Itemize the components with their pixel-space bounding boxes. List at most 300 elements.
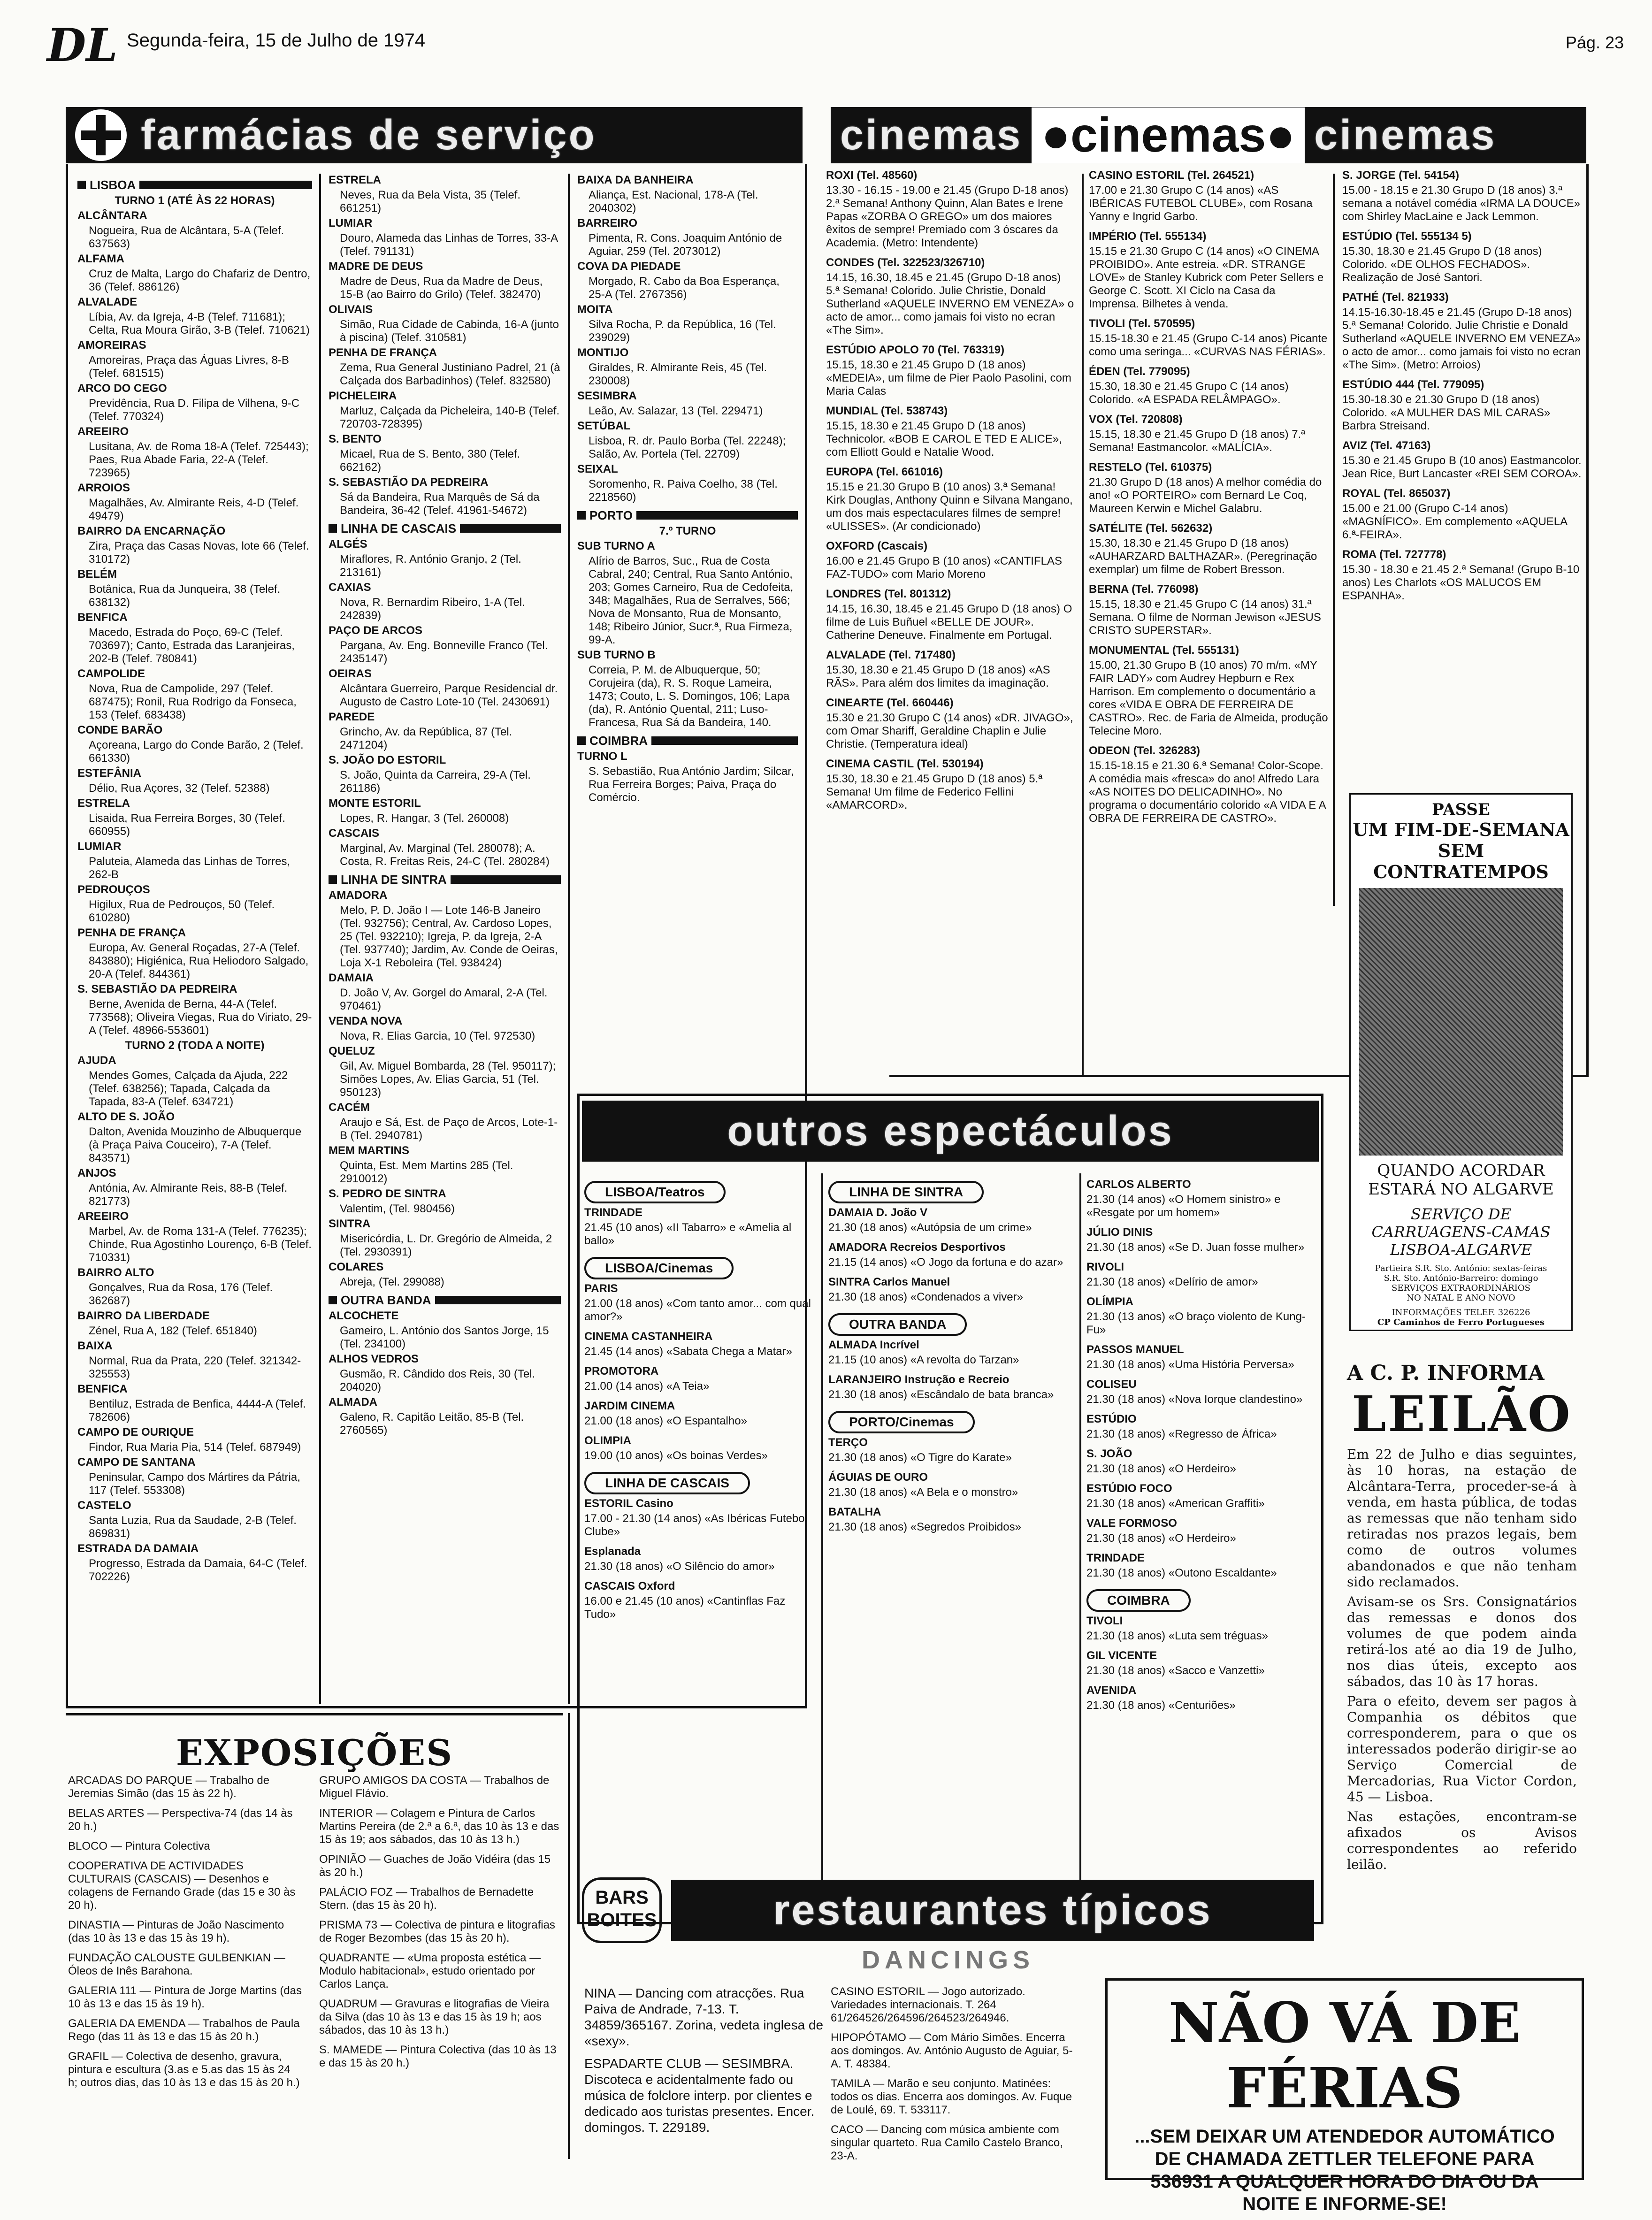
cinema-name: ESTÚDIO (Tel. 555134 5)	[1342, 230, 1472, 243]
restaurantes-column-2	[831, 1985, 1075, 2192]
district-name: CAMPOLIDE	[77, 667, 145, 680]
column-divider	[821, 1173, 823, 1906]
district-name: CASCAIS	[329, 827, 380, 840]
restaurantes-title: restaurantes típicos	[773, 1886, 1212, 1934]
turno-heading: 7.º TURNO	[659, 525, 716, 537]
district-name: ANJOS	[77, 1167, 116, 1179]
venue-details: 17.00 - 21.30 (14 anos) «As Ibéricas Futebol Clube»	[584, 1512, 807, 1538]
ad-photo-woman-sleeping	[1359, 888, 1563, 1156]
section-rule	[460, 524, 561, 533]
exhibition-entry: ARCADAS DO PARQUE — Trabalho de Jeremias Simão (das 15 às 22 h).	[68, 1774, 270, 1800]
ad-caption: QUANDO ACORDAR	[1377, 1161, 1545, 1180]
cinema-details: 15.15, 18.30 e 21.45 Grupo D (18 anos) «MEDEIA», um filme de Pier Paolo Pasolini, com Maria Calas	[826, 359, 1071, 398]
district-name: ESTEFÂNIA	[77, 767, 142, 780]
venue-details: 21.00 (18 anos) «Com tanto amor... com qual amor?»	[584, 1297, 811, 1323]
pharmacy-entry: Mendes Gomes, Calçada da Ajuda, 222 (Telef. 638256); Tapada, Calçada da Tapada, 83-A (Telef. 634721)	[89, 1069, 288, 1108]
pharmacy-entry: Santa Luzia, Rua da Saudade, 2-B (Telef. 869831)	[89, 1514, 297, 1540]
pharmacy-entry: Araujo e Sá, Est. de Paço de Arcos, Lote-1-B (Tel. 2940781)	[340, 1116, 558, 1142]
leilao-title: LEILÃO	[1352, 1385, 1572, 1443]
section-rule	[636, 511, 798, 520]
venue-details: 21.30 (18 anos) «O Silêncio do amor»	[584, 1560, 775, 1573]
district-name: TURNO L	[577, 750, 627, 763]
venue-name: AVENIDA	[1086, 1684, 1137, 1697]
district-name: QUELUZ	[329, 1045, 375, 1057]
ad-title: UM FIM-DE-SEMANA	[1353, 819, 1569, 840]
page-header	[47, 14, 1624, 75]
venue-name: OLIMPIA	[584, 1434, 631, 1447]
pharmacy-entry: Giraldes, R. Almirante Reis, 45 (Tel. 230008)	[589, 361, 767, 387]
cinema-name: CASINO ESTORIL (Tel. 264521)	[1089, 169, 1254, 182]
district-name: ALFAMA	[77, 253, 124, 265]
cinema-name: EUROPA (Tel. 661016)	[826, 466, 943, 478]
ad-title: SEM CONTRATEMPOS	[1373, 840, 1549, 882]
district-name: ALMADA	[329, 1396, 377, 1409]
section-heading-label: PORTO	[589, 508, 633, 522]
cinema-details: 15.30, 18.30 e 21.45 Grupo C (14 anos) Colorido. «A ESPADA RELÂMPAGO».	[1089, 380, 1289, 406]
cinema-name: IMPÉRIO (Tel. 555134)	[1089, 230, 1207, 243]
venue-details: 21.30 (18 anos) «Centuriões»	[1086, 1699, 1236, 1712]
nao-va-text: ...SEM DEIXAR UM ATENDEDOR AUTOMÁTICO DE CHAMADA ZETTLER TELEFONE PARA 536931 A QUALQUER HORA DO DIA OU DA NOITE E INFORME-SE!	[1134, 2126, 1555, 2214]
pharmacy-entry: Soromenho, R. Paiva Coelho, 38 (Tel. 2218560)	[589, 478, 778, 504]
ad-service: LISBOA-ALGARVE	[1390, 1241, 1532, 1259]
cinema-details: 15.00 e 21.00 (Grupo C-14 anos) «MAGNÍFICO». Em complemento «AQUELA 6.ª-FEIRA».	[1342, 502, 1567, 541]
pill-lisboa-cinemas: LISBOA/Cinemas	[584, 1257, 734, 1279]
exhibition-entry: INTERIOR — Colagem e Pintura de Carlos Martins Pereira (de 2.ª a 6.ª, das 10 às 13 e das 15 às 19; aos sábados, das 10 às 13 h.)	[319, 1807, 559, 1846]
restaurantes-banner	[671, 1880, 1314, 1941]
pharmacy-entry: Gonçalves, Rua da Rosa, 176 (Telef. 362687)	[89, 1281, 273, 1307]
district-name: S. PEDRO DE SINTRA	[329, 1187, 446, 1200]
venue-details: 21.30 (18 anos) «Luta sem tréguas»	[1086, 1630, 1268, 1642]
venue-details: 21.00 (14 anos) «A Teia»	[584, 1380, 710, 1393]
exposicoes-column-2	[319, 1774, 563, 2159]
cinemas-column-3	[1342, 169, 1582, 779]
pharmacy-entry: Abreja, (Tel. 299088)	[340, 1276, 444, 1288]
venue-name: CASCAIS Oxford	[584, 1580, 675, 1592]
venue-details: 21.30 (18 anos) «Nova Iorque clandestino»	[1086, 1393, 1303, 1406]
district-name: COLARES	[329, 1261, 384, 1273]
cinema-name: ESTÚDIO APOLO 70 (Tel. 763319)	[826, 344, 1005, 356]
district-name: BENFICA	[77, 611, 128, 624]
district-name: COVA DA PIEDADE	[577, 260, 681, 273]
exposicoes-rule	[66, 1713, 563, 1730]
cinema-name: VOX (Tel. 720808)	[1089, 413, 1183, 426]
district-name: MONTIJO	[577, 346, 629, 359]
district-name: S. SEBASTIÃO DA PEDREIRA	[77, 983, 237, 995]
cinema-details: 14.15, 16.30, 18.45 e 21.45 (Grupo D-18 anos) 5.ª Semana! Colorido. Julie Christie, Donald Sutherland «AQUELE INVERNO EM VENEZA» o acto de amor... como jamais foi visto no ecran «The Sim».	[826, 271, 1074, 337]
pharmacy-entry: Misericórdia, L. Dr. Gregório de Almeida, 2 (Tel. 2930391)	[340, 1232, 552, 1258]
district-name: CAMPO DE SANTANA	[77, 1456, 196, 1469]
venue-details: 21.30 (18 anos) «Regresso de África»	[1086, 1428, 1277, 1440]
cinema-name: MONUMENTAL (Tel. 555131)	[1089, 644, 1239, 657]
cinema-details: 15.15-18.30 e 21.45 (Grupo C-14 anos) Picante como uma seringa... «CURVAS NAS FÉRIAS».	[1089, 332, 1328, 358]
cinema-name: ODEON (Tel. 326283)	[1089, 744, 1200, 757]
district-name: AREEIRO	[77, 425, 129, 438]
section-rule	[451, 875, 561, 884]
district-name: ESTRELA	[77, 797, 130, 810]
cinema-name: OXFORD (Cascais)	[826, 540, 928, 552]
cinema-details: 15.30-18.30 e 21.30 Grupo D (18 anos) Colorido. «A MULHER DAS MIL CARAS» Barbra Streisand.	[1342, 393, 1551, 432]
district-name: AJUDA	[77, 1054, 116, 1067]
venue-details: 21.30 (13 anos) «O braço violento de Kung-Fu»	[1086, 1310, 1306, 1336]
venue-details: 21.30 (18 anos) «Segredos Proibidos»	[828, 1521, 1021, 1533]
cinema-details: 13.30 - 16.15 - 19.00 e 21.45 (Grupo D-18 anos) 2.ª Semana! Anthony Quinn, Alan Bates e Irene Papas «ZORBA O GREGO» um dos maiores êxitos de sempre! Premiado com 3 óscares da Academia. (Metro: Intendente)	[826, 184, 1069, 249]
cinema-details: 15.30, 18.30 e 21.45 Grupo D (18 anos) Colorido. «DE OLHOS FECHADOS». Realização de José Santori.	[1342, 245, 1542, 284]
venue-name: JARDIM CINEMA	[584, 1400, 675, 1412]
section-heading-label: OUTRA BANDA	[341, 1293, 431, 1307]
cinema-name: RESTELO (Tel. 610375)	[1089, 461, 1212, 474]
pharmacy-entry: Paluteia, Alameda das Linhas de Torres, 262-B	[89, 855, 291, 881]
pharmacy-entry: Micael, Rua de S. Bento, 380 (Telef. 662162)	[340, 448, 520, 474]
district-name: LUMIAR	[329, 217, 373, 230]
venue-name: PROMOTORA	[584, 1365, 659, 1378]
pharmacy-entry: Magalhães, Av. Almirante Reis, 4-D (Telef. 49479)	[89, 497, 299, 522]
pharmacy-entry: Progresso, Estrada da Damaia, 64-C (Telef. 702226)	[89, 1557, 307, 1583]
cinema-name: BERNA (Tel. 776098)	[1089, 583, 1199, 596]
leilao-paragraph: Avisam-se os Srs. Consignatários das remessas e donos dos volumes de que podem ainda retirá-los até ao dia 19 de Julho, nos dias úteis, excepto aos sábados, das 10 às 17 horas.	[1347, 1594, 1577, 1689]
venue-name: RIVOLI	[1086, 1261, 1124, 1273]
cinema-details: 16.00 e 21.45 Grupo B (10 anos) «CANTIFLAS FAZ-TUDO» com Mario Moreno	[826, 555, 1062, 581]
dancings-label: DANCINGS	[861, 1946, 1034, 1974]
cinema-name: ROMA (Tel. 727778)	[1342, 548, 1446, 561]
pharmacy-entry: D. João V, Av. Gorgel do Amaral, 2-A (Tel. 970461)	[340, 987, 548, 1012]
district-name: ESTRADA DA DAMAIA	[77, 1542, 199, 1555]
district-name: CASTELO	[77, 1499, 131, 1512]
nao-va-title: NÃO VÁ DE FÉRIAS	[1168, 1990, 1521, 2120]
venue-details: 21.45 (10 anos) «II Tabarro» e «Amelia al ballo»	[584, 1221, 792, 1247]
pharmacy-entry: Lisaida, Rua Ferreira Borges, 30 (Telef. 660955)	[89, 812, 285, 838]
cinema-details: 15.15, 18.30 e 21.45 Grupo D (18 anos) 7.ª Semana! Eastmancolor. «MALÍCIA».	[1089, 428, 1306, 454]
cinema-name: SATÉLITE (Tel. 562632)	[1089, 522, 1213, 535]
section-heading	[329, 873, 561, 886]
outros-column-1	[584, 1178, 819, 1910]
section-rule	[139, 181, 312, 189]
pharmacy-entry: Pimenta, R. Cons. Joaquim António de Aguiar, 259 (Tel. 2073012)	[589, 232, 782, 258]
pharmacy-entry: Silva Rocha, P. da República, 16 (Tel. 239029)	[589, 318, 776, 344]
district-name: S. JOÃO DO ESTORIL	[329, 754, 446, 766]
section-heading	[77, 178, 312, 191]
venue-details: 21.30 (18 anos) «Escândalo de bata branca»	[828, 1388, 1054, 1401]
venue-details: 21.15 (14 anos) «O Jogo da fortuna e do azar»	[828, 1256, 1063, 1269]
leilao-paragraph: Para o efeito, devem ser pagos à Companhia os débitos que corresponderem, para o que os interessados poderão dirigir-se ao Serviço Comercial de Mercadorias, Rua Victor Cordon, 45 — Lisboa.	[1347, 1693, 1577, 1805]
column-divider	[1333, 174, 1335, 906]
pharmacy-entry: Berne, Avenida de Berna, 44-A (Telef. 773568); Oliveira Viegas, Rua do Viriato, 29-A (Telef. 48966-553601)	[89, 998, 312, 1037]
venue-name: CINEMA CASTANHEIRA	[584, 1330, 713, 1343]
cinema-details: 15.00, 21.30 Grupo B (10 anos) 70 m/m. «MY FAIR LADY» com Audrey Hepburn e Rex Harrison. Em complemento o documentário a cores «VIDA E OBRA DE FERREIRA DE CASTRO». Rec. de Faria de Almeida, produção Telecine Moro.	[1089, 659, 1328, 737]
venue-name: BATALHA	[828, 1506, 881, 1518]
farmacias-column-2	[329, 174, 561, 1704]
exhibition-entry: COOPERATIVA DE ACTIVIDADES CULTURAIS (CASCAIS) — Desenhos e colagens de Fernando Grade (das 15 e 30 às 20 h).	[68, 1860, 296, 1912]
cinema-name: ROXI (Tel. 48560)	[826, 169, 918, 182]
farmacias-banner	[66, 107, 803, 163]
district-name: CACÉM	[329, 1101, 370, 1114]
district-name: BARREIRO	[577, 217, 638, 230]
venue-name: OLÍMPIA	[1086, 1295, 1133, 1308]
district-name: MOITA	[577, 303, 613, 316]
district-name: PAREDE	[329, 711, 375, 723]
ad-line: NO NATAL E ANO NOVO	[1407, 1293, 1515, 1303]
district-name: ALGÉS	[329, 538, 367, 551]
pharmacy-entry: Nova, R. Elias Garcia, 10 (Tel. 972530)	[340, 1030, 535, 1042]
pharmacy-entry: S. João, Quinta da Carreira, 29-A (Tel. 261186)	[340, 769, 531, 795]
cinema-name: S. JORGE (Tel. 54154)	[1342, 169, 1459, 182]
pharmacy-entry: Açoreana, Largo do Conde Barão, 2 (Telef. 661330)	[89, 739, 304, 765]
district-name: CONDE BARÃO	[77, 724, 163, 736]
pharmacy-entry: Antónia, Av. Almirante Reis, 88-B (Telef. 821773)	[89, 1182, 288, 1208]
pharmacy-entry: Alírio de Barros, Suc., Rua de Costa Cabral, 240; Central, Rua Santo António, 203; Gomes Carneiro, Rua de Cedofeita, 348; Magalhães, Rua de Serralves, 566; Nova de Monsanto, Rua de Monsanto, 148; Ribeiro Júnior, Sucr.ª, Rua Firmeza, 99-A.	[589, 555, 794, 646]
outros-column-3	[1086, 1178, 1314, 1910]
exhibition-entry: GRUPO AMIGOS DA COSTA — Trabalhos de Miguel Flávio.	[319, 1774, 550, 1800]
venue-details: 19.00 (10 anos) «Os boinas Verdes»	[584, 1449, 768, 1462]
venue-details: 16.00 e 21.45 (10 anos) «Cantinflas Faz Tudo»	[584, 1595, 786, 1621]
district-name: SUB TURNO A	[577, 540, 655, 552]
cinema-name: MUNDIAL (Tel. 538743)	[826, 405, 948, 417]
section-rule	[435, 1296, 561, 1304]
restaurantes-column-1	[584, 1985, 824, 2192]
venue-name: TERÇO	[828, 1436, 868, 1449]
leilao-paragraph: Em 22 de Julho e dias seguintes, às 10 horas, na estação de Alcântara-Terra, proceder-se-á à venda, em hasta pública, de todas as remessas que não tenham sido retiradas nos prazos legais, bem como de outros volumes abandonados e que não tenham sido reclamados.	[1347, 1447, 1577, 1590]
cinema-details: 21.30 Grupo D (18 anos) A melhor comédia do ano! «O PORTEIRO» com Bernard Le Coq, Maureen Kerwin e Michel Galabru.	[1089, 476, 1322, 515]
venue-name: S. JOÃO	[1086, 1447, 1132, 1460]
pharmacy-entry: Lisboa, R. dr. Paulo Borba (Tel. 22248); Salão, Av. Portela (Tel. 22709)	[589, 435, 786, 460]
pharmacy-entry: Marginal, Av. Marginal (Tel. 280078); A. Costa, R. Freitas Reis, 24-C (Tel. 280284)	[340, 842, 550, 868]
pharmacy-entry: Gil, Av. Miguel Bombarda, 28 (Tel. 950117); Simões Lopes, Av. Elias Garcia, 51 (Tel. 950123)	[340, 1060, 556, 1099]
venue-name: TIVOLI	[1086, 1615, 1123, 1627]
pharmacy-entry: Nova, R. Bernardim Ribeiro, 1-A (Tel. 242839)	[340, 596, 525, 622]
district-name: AMADORA	[329, 889, 388, 902]
cinema-name: CINEARTE (Tel. 660446)	[826, 697, 954, 709]
district-name: ALCÂNTARA	[77, 209, 147, 222]
district-name: OEIRAS	[329, 667, 372, 680]
venue-name: COLISEU	[1086, 1378, 1137, 1391]
newspaper-logo: DL	[47, 19, 118, 72]
ad-title: PASSE	[1432, 800, 1490, 819]
venue-name: CARLOS ALBERTO	[1086, 1178, 1191, 1191]
pharmacy-entry: Normal, Rua da Prata, 220 (Telef. 321342-325553)	[89, 1355, 301, 1380]
district-name: SESIMBRA	[577, 390, 637, 402]
cinema-name: ROYAL (Tel. 865037)	[1342, 487, 1451, 500]
district-name: ALVALADE	[77, 296, 138, 308]
section-heading	[577, 509, 798, 522]
exhibition-entry: GALERIA 111 — Pintura de Jorge Martins (das 10 às 13 e das 15 às 19 h).	[68, 1984, 302, 2010]
venue-name: ESTÚDIO	[1086, 1413, 1137, 1425]
district-name: ARROIOS	[77, 482, 130, 494]
pharmacy-entry: Grincho, Av. da República, 87 (Tel. 2471204)	[340, 726, 512, 751]
cinema-details: 15.30 e 21.45 Grupo B (10 anos) Eastmancolor. Jean Rice, Burt Lancaster «REI SEM COROA».	[1342, 454, 1582, 480]
exhibition-entry: GALERIA DA EMENDA — Trabalhos de Paula Rego (das 11 às 13 e das 15 às 20 h.)	[68, 2017, 300, 2043]
cinemas-banner	[831, 107, 1586, 163]
district-name: LUMIAR	[77, 840, 122, 853]
exhibition-entry: DINASTIA — Pinturas de João Nascimento (das 10 às 13 e das 15 às 19 h).	[68, 1919, 284, 1944]
pharmacy-entry: Zénel, Rua A, 182 (Telef. 651840)	[89, 1324, 257, 1337]
ad-line: Partieira S.R. Sto. António: sextas-feiras	[1375, 1263, 1547, 1273]
pill-coimbra: COIMBRA	[1086, 1589, 1191, 1612]
district-name: SEIXAL	[577, 463, 618, 475]
cinema-details: 17.00 e 21.30 Grupo C (14 anos) «AS IBÉRICAS FUTEBOL CLUBE», com Rosana Yanny e Ingrid Garbo.	[1089, 184, 1313, 223]
pharmacy-entry: Zema, Rua General Justiniano Padrel, 21 (à Calçada dos Barbadinhos) (Telef. 832580)	[340, 361, 560, 387]
pharmacy-entry: Previdência, Rua D. Filipa de Vilhena, 9-C (Telef. 770324)	[89, 397, 300, 423]
cinema-details: 15.15 e 21.30 Grupo B (10 anos) 3.ª Semana! Kirk Douglas, Anthony Quinn e Silvana Mangano, um dos mais espectaculares filmes de sempre! «ULISSES». (Ar condicionado)	[826, 481, 1073, 533]
pharmacy-entry: Botânica, Rua da Junqueira, 38 (Telef. 638132)	[89, 583, 281, 609]
ad-line: SERVIÇOS EXTRAORDINÁRIOS	[1392, 1283, 1530, 1293]
cinema-name: CONDES (Tel. 322523/326710)	[826, 256, 985, 269]
pharmacy-entry: Madre de Deus, Rua da Madre de Deus, 15-B (ao Bairro do Grilo) (Telef. 382470)	[340, 275, 543, 301]
venue-name: SINTRA Carlos Manuel	[828, 1276, 950, 1288]
district-name: MADRE DE DEUS	[329, 260, 423, 273]
venue-details: 21.30 (18 anos) «Autópsia de um crime»	[828, 1221, 1032, 1234]
ad-service: SERVIÇO DE	[1411, 1205, 1511, 1223]
venue-details: 21.30 (18 anos) «O Herdeiro»	[1086, 1462, 1236, 1475]
venue-name: GIL VICENTE	[1086, 1649, 1157, 1662]
exhibition-entry: GRAFIL — Colectiva de desenho, gravura, pintura e escultura (3.as e 5.as das 15 às 24 h; outros dias, das 10 às 13 e das 15 às 20 h.)	[68, 2050, 300, 2089]
cp-advertisement	[1349, 793, 1573, 1331]
section-heading-label: LINHA DE CASCAIS	[341, 521, 457, 536]
venue-details: 21.30 (18 anos) «American Graffiti»	[1086, 1497, 1265, 1510]
pharmacy-entry: Dalton, Avenida Mouzinho de Albuquerque (à Praça Paiva Couceiro), 7-A (Telef. 843571)	[89, 1125, 302, 1164]
district-name: PENHA DE FRANÇA	[329, 346, 437, 359]
pill-outra-banda: OUTRA BANDA	[828, 1313, 967, 1336]
district-name: S. SEBASTIÃO DA PEDREIRA	[329, 476, 489, 489]
venue-details: 21.30 (18 anos) «Se D. Juan fosse mulher»	[1086, 1241, 1305, 1254]
ad-caption: ESTARÁ NO ALGARVE	[1368, 1180, 1554, 1199]
pharmacy-entry: Douro, Alameda das Linhas de Torres, 33-A (Telef. 791131)	[340, 232, 558, 258]
venue-name: AMADORA Recreios Desportivos	[828, 1241, 1006, 1254]
outros-banner	[582, 1101, 1319, 1162]
column-divider	[319, 174, 321, 1704]
cinema-details: 15.15-18.15 e 21.30 6.ª Semana! Color-Scope. A comédia mais «fresca» do ano! Alfredo Lara «AS NOITES DO DELICADINHO». No programa o documentário colorido «A VIDA E A OBRA DE FERREIRA DE CASTRO».	[1089, 759, 1326, 825]
cinemas-title-right: cinemas	[1314, 111, 1497, 159]
cinema-details: 15.00 - 18.15 e 21.30 Grupo D (18 anos) 3.ª semana a notável comédia «IRMA LA DOUCE» com Shirley MacLaine e Jack Lemmon.	[1342, 184, 1580, 223]
cinema-details: 15.15, 18.30 e 21.45 Grupo D (18 anos) Technicolor. «BOB E CAROL E TED E ALICE», com Elliott Gould e Natalie Wood.	[826, 420, 1062, 459]
cinema-details: 14.15, 16.30, 18.45 e 21.45 Grupo D (18 anos) O filme de Luis Buñuel «BELLE DE JOUR». Catherine Deneuve. Finalmente em Portugal.	[826, 603, 1072, 642]
exhibition-entry: QUADRUM — Gravuras e litografias de Vieira da Silva (das 10 às 13 e das 15 às 19 h; aos sábados, das 10 às 13 h.)	[319, 1998, 550, 2036]
turno-heading: TURNO 2 (TODA A NOITE)	[125, 1039, 265, 1052]
district-name: BAIXA	[77, 1340, 113, 1352]
district-name: ALHOS VEDROS	[329, 1353, 419, 1365]
venue-details: 21.45 (14 anos) «Sabata Chega a Matar»	[584, 1345, 792, 1358]
venue-name: TRINDADE	[1086, 1552, 1145, 1564]
exhibition-entry: PALÁCIO FOZ — Trabalhos de Bernadette Stern. (das 15 às 20 h).	[319, 1886, 534, 1912]
pharmacy-entry: Leão, Av. Salazar, 13 (Tel. 229471)	[589, 405, 763, 417]
district-name: SINTRA	[329, 1217, 371, 1230]
pharmacy-entry: Marluz, Calçada da Picheleira, 140-B (Telef. 720703-728395)	[340, 405, 560, 430]
district-name: SUB TURNO B	[577, 649, 656, 661]
venue-name: Esplanada	[584, 1545, 641, 1558]
pharmacy-entry: Galeno, R. Capitão Leitão, 85-B (Tel. 2760565)	[340, 1411, 524, 1437]
leilao-heading: A C. P. INFORMA	[1347, 1361, 1545, 1385]
cinema-details: 15.15, 18.30 e 21.45 Grupo C (14 anos) 31.ª Semana. O filme de Norman Jewison «JESUS CRISTO SUPERSTAR».	[1089, 598, 1321, 637]
district-name: AMOREIRAS	[77, 339, 146, 352]
pharmacy-entry: Délio, Rua Açores, 32 (Telef. 52388)	[89, 782, 270, 795]
pharmacy-entry: Gusmão, R. Cândido dos Reis, 30 (Tel. 204020)	[340, 1368, 535, 1393]
pharmacy-entry: Cruz de Malta, Largo do Chafariz de Dentro, 36 (Telef. 886126)	[89, 268, 311, 293]
pharmacy-entry: Nova, Rua de Campolide, 297 (Telef. 687475); Ronil, Rua Rodrigo da Fonseca, 153 (Telef. 683438)	[89, 682, 297, 721]
district-name: ALCOCHETE	[329, 1309, 399, 1322]
pharmacy-entry: Simão, Rua Cidade de Cabinda, 16-A (junto à piscina) (Telef. 310581)	[340, 318, 559, 344]
outros-column-2	[828, 1178, 1075, 1910]
pill-lisboa-teatros: LISBOA/Teatros	[584, 1181, 726, 1203]
pharmacy-entry: Macedo, Estrada do Poço, 69-C (Telef. 703697); Canto, Estrada das Laranjeiras, 202-B (Telef. 780841)	[89, 626, 295, 665]
district-name: PICHELEIRA	[329, 390, 397, 402]
district-name: BAIXA DA BANHEIRA	[577, 174, 694, 186]
cinema-details: 15.30 - 18.30 e 21.45 2.ª Semana! (Grupo B-10 anos) Les Charlots «OS MALUCOS EM ESPANHA».	[1342, 563, 1580, 602]
cinema-name: ÉDEN (Tel. 779095)	[1089, 365, 1190, 378]
district-name: BAIRRO ALTO	[77, 1266, 154, 1279]
venue-name: LARANJEIRO Instrução e Recreio	[828, 1373, 1010, 1386]
district-name: OLIVAIS	[329, 303, 373, 316]
pharmacy-entry: Melo, P. D. João I — Lote 146-B Janeiro (Tel. 932756); Central, Av. Cardoso Lopes, 25 (Tel. 932210); Igreja, P. da Igreja, 2-A (Tel. 937740); Jardim, Av. Conde de Oeiras, Loja X-1 Reboleira (Tel. 938424)	[340, 904, 558, 969]
venue-details: 21.30 (18 anos) «A Bela e o monstro»	[828, 1486, 1018, 1499]
venue-details: 21.00 (18 anos) «O Espantalho»	[584, 1415, 747, 1427]
pharmacy-entry: Morgado, R. Cabo da Boa Esperança, 25-A (Tel. 2767356)	[589, 275, 780, 301]
venue-name: PARIS	[584, 1282, 618, 1295]
district-name: CAXIAS	[329, 581, 371, 594]
venue-entry: ESPADARTE CLUB — SESIMBRA. Discoteca e acidentalmente fado ou música de folclore interp. por clientes e dedicado aos turistas presentes. Encer. domingos. T. 229189.	[584, 2056, 815, 2135]
venue-entry: HIPOPÓTAMO — Com Mário Simões. Encerra aos domingos. Av. António Augusto de Aguiar, 5-A. T. 48384.	[831, 2031, 1073, 2070]
outros-title: outros espectáculos	[727, 1107, 1174, 1155]
venue-details: 21.30 (18 anos) «O Herdeiro»	[1086, 1532, 1236, 1545]
cinemas-column-1	[826, 169, 1075, 1070]
exhibition-entry: QUADRANTE — «Uma proposta estética — Modulo habitacional», estudo orientado por Carlos Lança.	[319, 1952, 541, 1990]
section-rule	[651, 736, 798, 745]
cinema-name: LONDRES (Tel. 801312)	[826, 588, 951, 600]
section-heading	[329, 522, 561, 535]
section-heading-label: LISBOA	[90, 178, 136, 192]
cinema-name: PATHÉ (Tel. 821933)	[1342, 291, 1449, 304]
exhibition-entry: PRISMA 73 — Colectiva de pintura e litografias de Roger Bezombes (das 15 às 20 h).	[319, 1919, 555, 1944]
cinemas-title: ●cinemas●	[1032, 107, 1305, 163]
cinema-name: CINEMA CASTIL (Tel. 530194)	[826, 758, 984, 770]
leilao-notice	[1347, 1361, 1577, 1929]
district-name: ARCO DO CEGO	[77, 382, 167, 395]
district-name: PAÇO DE ARCOS	[329, 624, 423, 637]
pill-linha-cascais: LINHA DE CASCAIS	[584, 1472, 750, 1494]
district-name: BAIRRO DA ENCARNAÇÃO	[77, 525, 226, 537]
column-divider	[568, 1713, 570, 2159]
pharmacy-entry: Parganа, Av. Eng. Bonneville Franco (Tel. 2435147)	[340, 639, 548, 665]
pharmacy-entry: Sá da Bandeira, Rua Marquês de Sá da Bandeira, 36-42 (Telef. 41961-54672)	[340, 491, 540, 517]
page-number: Pág. 23	[1565, 33, 1624, 52]
exhibition-entry: BLOCO — Pintura Colectiva	[68, 1840, 210, 1853]
exposicoes-title: EXPOSIÇÕES	[176, 1732, 453, 1774]
venue-name: ESTORIL Casino	[584, 1497, 673, 1510]
section-heading	[577, 734, 798, 747]
cinemas-title-left: cinemas	[840, 111, 1023, 159]
column-divider	[1082, 174, 1084, 1075]
district-name: MEM MARTINS	[329, 1144, 409, 1157]
pharmacy-entry: Europa, Av. General Roçadas, 27-A (Telef. 843880); Higiénica, Rua Heliodoro Salgado, 20-A (Telef. 844361)	[89, 942, 309, 980]
cinema-name: ESTÚDIO 444 (Tel. 779095)	[1342, 378, 1484, 391]
leilao-paragraph: Nas estações, encontram-se afixados os Avisos correspondentes ao referido leilão.	[1347, 1809, 1577, 1872]
venue-details: 21.30 (14 anos) «O Homem sinistro» e «Resgate por um homem»	[1086, 1193, 1281, 1219]
pharmacy-entry: Peninsular, Campo dos Mártires da Pátria, 117 (Telef. 553308)	[89, 1471, 300, 1497]
district-name: AREEIRO	[77, 1210, 129, 1223]
pill-linha-sintra: LINHA DE SINTRA	[828, 1181, 984, 1203]
cross-icon	[75, 109, 127, 161]
pharmacy-entry: Findor, Rua Maria Pia, 514 (Telef. 687949)	[89, 1441, 301, 1454]
pharmacy-entry: Zira, Praça das Casas Novas, lote 66 (Telef. 310172)	[89, 540, 309, 566]
venue-name: PASSOS MANUEL	[1086, 1343, 1184, 1356]
venue-entry: NINA — Dancing com atracções. Rua Paiva de Andrade, 7-13. T. 34859/365167. Zorina, vedeta inglesa de «sexy».	[584, 1986, 824, 2048]
column-divider	[1079, 1173, 1081, 1906]
section-heading-label: COIMBRA	[589, 734, 648, 748]
cinema-details: 15.30, 18.30 e 21.45 Grupo D (18 anos) «AUHARZARD BALTHAZAR». (Peregrinação exemplar) um filme de Robert Bresson.	[1089, 537, 1317, 576]
district-name: MONTE ESTORIL	[329, 797, 421, 810]
district-name: BELÉM	[77, 568, 117, 581]
venue-name: TRINDADE	[584, 1206, 642, 1219]
pharmacy-entry: Correia, P. M. de Albuquerque, 50; Corujeira (da), R. S. Roque Lameira, 1473; Couto, L. S. Domingos, 106; Lapa (da), R. António Quental, 211; Luso-Francesa, Rua Sá da Bandeira, 140.	[589, 664, 790, 729]
district-name: VENDA NOVA	[329, 1015, 403, 1027]
section-heading-label: LINHA DE SINTRA	[341, 873, 447, 887]
